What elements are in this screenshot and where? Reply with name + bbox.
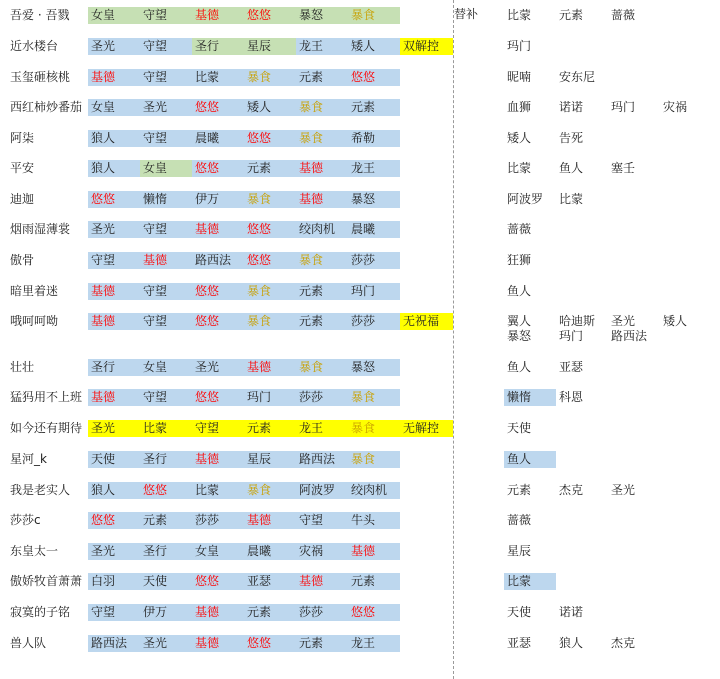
substitute-item: 阿波罗 bbox=[507, 192, 544, 206]
substitute-item: 懒惰 bbox=[504, 389, 556, 406]
hero-cell: 矮人 bbox=[244, 99, 296, 116]
player-name: 西红柿炒番茄 bbox=[10, 100, 83, 114]
substitute-item: 比蒙 bbox=[504, 573, 556, 590]
substitute-item: 杰克 bbox=[559, 483, 584, 497]
hero-cell: 灾祸 bbox=[296, 543, 348, 560]
hero-cell: 玛门 bbox=[348, 283, 400, 300]
substitute-item: 元素 bbox=[559, 8, 584, 22]
hero-cell: 基德 bbox=[348, 543, 400, 560]
hero-cell: 莎莎 bbox=[348, 252, 400, 269]
hero-cell: 暴食 bbox=[244, 69, 296, 86]
hero-cell: 圣光 bbox=[192, 359, 244, 376]
player-name: 吾爱 · 吾戮 bbox=[10, 8, 70, 22]
hero-cell: 暴食 bbox=[244, 313, 296, 330]
hero-cell: 暴食 bbox=[348, 420, 400, 437]
hero-cell: 悠悠 bbox=[192, 283, 244, 300]
substitute-item: 诺诺 bbox=[559, 605, 584, 619]
hero-cell: 天使 bbox=[88, 451, 140, 468]
player-name: 哦呵呵呦 bbox=[10, 314, 59, 328]
hero-cell: 守望 bbox=[140, 221, 192, 238]
hero-cell: 暴食 bbox=[296, 99, 348, 116]
substitute-item: 亚瑟 bbox=[507, 636, 532, 650]
substitute-item: 玛门 bbox=[507, 39, 532, 53]
hero-cell: 基德 bbox=[192, 221, 244, 238]
hero-cell: 基德 bbox=[296, 160, 348, 177]
hero-cell: 晨曦 bbox=[192, 130, 244, 147]
hero-cell: 基德 bbox=[140, 252, 192, 269]
hero-cell: 悠悠 bbox=[244, 7, 296, 24]
substitute-item: 圣光 bbox=[611, 483, 636, 497]
substitute-item: 告死 bbox=[559, 131, 584, 145]
substitute-item: 鱼人 bbox=[507, 284, 532, 298]
hero-cell: 基德 bbox=[296, 573, 348, 590]
hero-cell: 狼人 bbox=[88, 482, 140, 499]
hero-cell: 基德 bbox=[296, 191, 348, 208]
substitute-item: 安东尼 bbox=[559, 70, 596, 84]
hero-cell: 暴食 bbox=[296, 130, 348, 147]
hero-cell: 暴食 bbox=[348, 7, 400, 24]
substitute-item: 蔷薇 bbox=[611, 8, 636, 22]
hero-cell: 圣光 bbox=[140, 635, 192, 652]
substitute-item: 昵喃 bbox=[507, 70, 532, 84]
hero-cell: 懒惰 bbox=[140, 191, 192, 208]
substitute-item: 塞壬 bbox=[611, 161, 636, 175]
note-cell: 无祝福 bbox=[400, 313, 453, 330]
hero-cell: 星辰 bbox=[244, 38, 296, 55]
substitute-item: 翼人 bbox=[507, 314, 532, 328]
note-cell: 无解控 bbox=[400, 420, 453, 437]
hero-cell: 基德 bbox=[244, 359, 296, 376]
hero-cell: 比蒙 bbox=[192, 482, 244, 499]
hero-cell: 亚瑟 bbox=[244, 573, 296, 590]
hero-cell: 女皇 bbox=[192, 543, 244, 560]
player-name: 傲娇牧首萧萧 bbox=[10, 574, 83, 588]
substitute-item: 元素 bbox=[507, 483, 532, 497]
hero-cell: 元素 bbox=[244, 604, 296, 621]
hero-cell: 圣行 bbox=[192, 38, 244, 55]
player-name: 迪迦 bbox=[10, 192, 35, 206]
hero-cell: 暴食 bbox=[296, 252, 348, 269]
hero-cell: 圣行 bbox=[140, 543, 192, 560]
substitute-item: 狼人 bbox=[559, 636, 584, 650]
hero-cell: 基德 bbox=[192, 604, 244, 621]
player-name: 壮壮 bbox=[10, 360, 35, 374]
hero-cell: 圣行 bbox=[140, 451, 192, 468]
player-name: 烟雨湿薄裳 bbox=[10, 222, 71, 236]
hero-cell: 狼人 bbox=[88, 160, 140, 177]
hero-cell: 元素 bbox=[244, 160, 296, 177]
column-divider bbox=[453, 0, 454, 679]
player-name: 玉玺砸核桃 bbox=[10, 70, 71, 84]
player-name: 如今还有期待 bbox=[10, 421, 83, 435]
hero-cell: 伊万 bbox=[140, 604, 192, 621]
hero-cell: 元素 bbox=[296, 69, 348, 86]
hero-cell: 路西法 bbox=[296, 451, 348, 468]
hero-cell: 暴食 bbox=[348, 389, 400, 406]
hero-cell: 元素 bbox=[296, 313, 348, 330]
player-name: 寂寞的子铭 bbox=[10, 605, 71, 619]
hero-cell: 守望 bbox=[140, 69, 192, 86]
substitute-item: 暴怒 bbox=[507, 329, 532, 343]
hero-cell: 悠悠 bbox=[88, 191, 140, 208]
hero-cell: 悠悠 bbox=[88, 512, 140, 529]
hero-cell: 暴怒 bbox=[348, 359, 400, 376]
hero-cell: 龙王 bbox=[348, 635, 400, 652]
hero-cell: 比蒙 bbox=[192, 69, 244, 86]
hero-cell: 悠悠 bbox=[244, 130, 296, 147]
substitute-item: 矮人 bbox=[507, 131, 532, 145]
hero-cell: 暴怒 bbox=[296, 7, 348, 24]
hero-cell: 阿波罗 bbox=[296, 482, 348, 499]
hero-cell: 元素 bbox=[296, 283, 348, 300]
hero-cell: 悠悠 bbox=[192, 389, 244, 406]
hero-cell: 比蒙 bbox=[140, 420, 192, 437]
hero-cell: 龙王 bbox=[348, 160, 400, 177]
hero-cell: 悠悠 bbox=[244, 221, 296, 238]
substitute-item: 杰克 bbox=[611, 636, 636, 650]
hero-cell: 悠悠 bbox=[140, 482, 192, 499]
hero-cell: 基德 bbox=[192, 635, 244, 652]
player-name: 傲骨 bbox=[10, 253, 35, 267]
hero-cell: 悠悠 bbox=[192, 313, 244, 330]
substitutes-header: 替补 bbox=[454, 7, 479, 21]
hero-cell: 元素 bbox=[348, 99, 400, 116]
substitute-item: 亚瑟 bbox=[559, 360, 584, 374]
substitute-item: 玛门 bbox=[559, 329, 584, 343]
hero-cell: 守望 bbox=[88, 604, 140, 621]
player-name: 平安 bbox=[10, 161, 35, 175]
hero-cell: 伊万 bbox=[192, 191, 244, 208]
player-name: 兽人队 bbox=[10, 636, 47, 650]
substitute-item: 天使 bbox=[507, 605, 532, 619]
substitute-item: 圣光 bbox=[611, 314, 636, 328]
hero-cell: 暴怒 bbox=[348, 191, 400, 208]
hero-cell: 悠悠 bbox=[192, 99, 244, 116]
substitute-item: 鱼人 bbox=[507, 360, 532, 374]
substitute-item: 诺诺 bbox=[559, 100, 584, 114]
hero-cell: 暴食 bbox=[244, 191, 296, 208]
hero-cell: 绞肉机 bbox=[296, 221, 348, 238]
hero-cell: 天使 bbox=[140, 573, 192, 590]
hero-cell: 希勒 bbox=[348, 130, 400, 147]
substitute-item: 矮人 bbox=[663, 314, 688, 328]
hero-cell: 圣光 bbox=[88, 38, 140, 55]
hero-cell: 龙王 bbox=[296, 420, 348, 437]
hero-cell: 晨曦 bbox=[244, 543, 296, 560]
hero-cell: 玛门 bbox=[244, 389, 296, 406]
substitute-item: 路西法 bbox=[611, 329, 648, 343]
hero-cell: 圣光 bbox=[140, 99, 192, 116]
hero-cell: 悠悠 bbox=[192, 573, 244, 590]
hero-cell: 悠悠 bbox=[348, 604, 400, 621]
hero-cell: 悠悠 bbox=[192, 160, 244, 177]
hero-cell: 路西法 bbox=[88, 635, 140, 652]
substitute-item: 蔷薇 bbox=[507, 513, 532, 527]
hero-cell: 暴食 bbox=[244, 482, 296, 499]
hero-cell: 女皇 bbox=[88, 99, 140, 116]
substitute-item: 天使 bbox=[507, 421, 532, 435]
note-cell: 双解控 bbox=[400, 38, 453, 55]
hero-cell: 白羽 bbox=[88, 573, 140, 590]
player-name: 星河_k bbox=[10, 452, 47, 466]
substitute-item: 狂狮 bbox=[507, 253, 532, 267]
hero-cell: 守望 bbox=[88, 252, 140, 269]
hero-cell: 路西法 bbox=[192, 252, 244, 269]
substitute-item: 科恩 bbox=[559, 390, 584, 404]
hero-cell: 女皇 bbox=[140, 160, 192, 177]
hero-cell: 基德 bbox=[88, 313, 140, 330]
hero-cell: 暴食 bbox=[348, 451, 400, 468]
substitute-item: 比蒙 bbox=[507, 8, 532, 22]
hero-cell: 基德 bbox=[192, 451, 244, 468]
hero-cell: 元素 bbox=[348, 573, 400, 590]
hero-cell: 女皇 bbox=[88, 7, 140, 24]
substitute-item: 血狮 bbox=[507, 100, 532, 114]
hero-cell: 守望 bbox=[140, 38, 192, 55]
hero-cell: 莎莎 bbox=[192, 512, 244, 529]
hero-cell: 守望 bbox=[296, 512, 348, 529]
hero-cell: 守望 bbox=[140, 313, 192, 330]
player-name: 东皇太一 bbox=[10, 544, 59, 558]
hero-cell: 矮人 bbox=[348, 38, 400, 55]
hero-cell: 莎莎 bbox=[296, 604, 348, 621]
hero-cell: 悠悠 bbox=[244, 635, 296, 652]
substitute-item: 比蒙 bbox=[507, 161, 532, 175]
player-name: 暗里着迷 bbox=[10, 284, 59, 298]
player-name: 猛犸用不上班 bbox=[10, 390, 83, 404]
hero-cell: 守望 bbox=[192, 420, 244, 437]
hero-cell: 莎莎 bbox=[348, 313, 400, 330]
hero-cell: 圣行 bbox=[88, 359, 140, 376]
hero-cell: 基德 bbox=[88, 283, 140, 300]
hero-cell: 莎莎 bbox=[296, 389, 348, 406]
hero-cell: 晨曦 bbox=[348, 221, 400, 238]
substitute-item: 灾祸 bbox=[663, 100, 688, 114]
hero-cell: 女皇 bbox=[140, 359, 192, 376]
hero-cell: 狼人 bbox=[88, 130, 140, 147]
hero-cell: 守望 bbox=[140, 389, 192, 406]
hero-cell: 牛头 bbox=[348, 512, 400, 529]
hero-cell: 暴食 bbox=[244, 283, 296, 300]
hero-cell: 元素 bbox=[140, 512, 192, 529]
hero-cell: 基德 bbox=[192, 7, 244, 24]
hero-cell: 绞肉机 bbox=[348, 482, 400, 499]
hero-cell: 基德 bbox=[88, 389, 140, 406]
substitute-item: 星辰 bbox=[507, 544, 532, 558]
hero-cell: 守望 bbox=[140, 130, 192, 147]
hero-cell: 元素 bbox=[244, 420, 296, 437]
hero-cell: 悠悠 bbox=[348, 69, 400, 86]
hero-cell: 龙王 bbox=[296, 38, 348, 55]
substitute-item: 比蒙 bbox=[559, 192, 584, 206]
hero-cell: 圣光 bbox=[88, 420, 140, 437]
hero-cell: 圣光 bbox=[88, 221, 140, 238]
player-name: 近水楼台 bbox=[10, 39, 59, 53]
substitute-item: 玛门 bbox=[611, 100, 636, 114]
hero-cell: 元素 bbox=[296, 635, 348, 652]
hero-cell: 悠悠 bbox=[244, 252, 296, 269]
hero-cell: 星辰 bbox=[244, 451, 296, 468]
substitute-item: 鱼人 bbox=[504, 451, 556, 468]
substitute-item: 鱼人 bbox=[559, 161, 584, 175]
hero-cell: 圣光 bbox=[88, 543, 140, 560]
hero-cell: 暴食 bbox=[296, 359, 348, 376]
player-name: 我是老实人 bbox=[10, 483, 71, 497]
hero-cell: 基德 bbox=[244, 512, 296, 529]
player-name: 阿柒 bbox=[10, 131, 35, 145]
hero-cell: 守望 bbox=[140, 283, 192, 300]
substitute-item: 哈迪斯 bbox=[559, 314, 596, 328]
hero-cell: 基德 bbox=[88, 69, 140, 86]
substitute-item: 蔷薇 bbox=[507, 222, 532, 236]
hero-cell: 守望 bbox=[140, 7, 192, 24]
player-name: 莎莎c bbox=[10, 513, 41, 527]
